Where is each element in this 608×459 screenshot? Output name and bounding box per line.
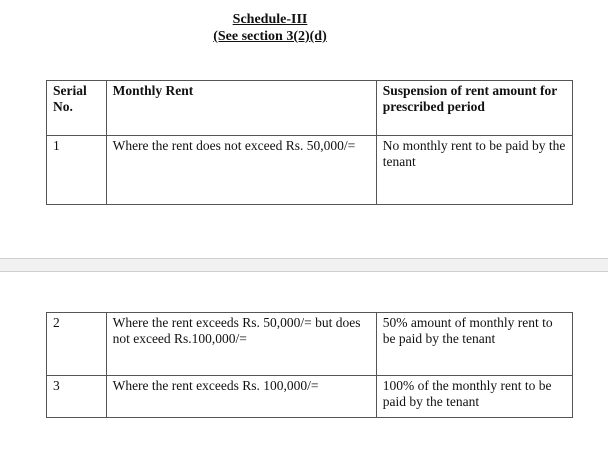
monthly-rent-cell: Where the rent exceeds Rs. 50,000/= but does not exceed Rs.100,000/= bbox=[106, 313, 376, 376]
monthly-rent-cell: Where the rent exceeds Rs. 100,000/= bbox=[106, 376, 376, 418]
schedule-title: Schedule-III bbox=[232, 12, 308, 27]
serial-cell: 2 bbox=[47, 313, 107, 376]
page-break-divider bbox=[0, 258, 608, 272]
table-row bbox=[47, 376, 573, 418]
table-row bbox=[47, 136, 573, 205]
suspension-cell: 100% of the monthly rent to be paid by the tenant bbox=[376, 376, 572, 418]
column-header-monthly-rent: Monthly Rent bbox=[106, 81, 376, 136]
suspension-cell: No monthly rent to be paid by the tenant bbox=[376, 136, 572, 205]
monthly-rent-cell: Where the rent does not exceed Rs. 50,000/= bbox=[106, 136, 376, 205]
serial-cell: 1 bbox=[47, 136, 107, 205]
schedule-subtitle: (See section 3(2)(d) bbox=[213, 29, 327, 44]
serial-cell: 3 bbox=[47, 376, 107, 418]
suspension-cell: 50% amount of monthly rent to be paid by the tenant bbox=[376, 313, 572, 376]
column-header-suspension: Suspension of rent amount for prescribed period bbox=[376, 81, 572, 136]
schedule-table-part-2 bbox=[46, 312, 573, 418]
column-header-serial: Serial No. bbox=[47, 81, 107, 136]
table-row bbox=[47, 313, 573, 376]
table-header-row bbox=[47, 81, 573, 136]
schedule-table-part-1 bbox=[46, 80, 573, 205]
